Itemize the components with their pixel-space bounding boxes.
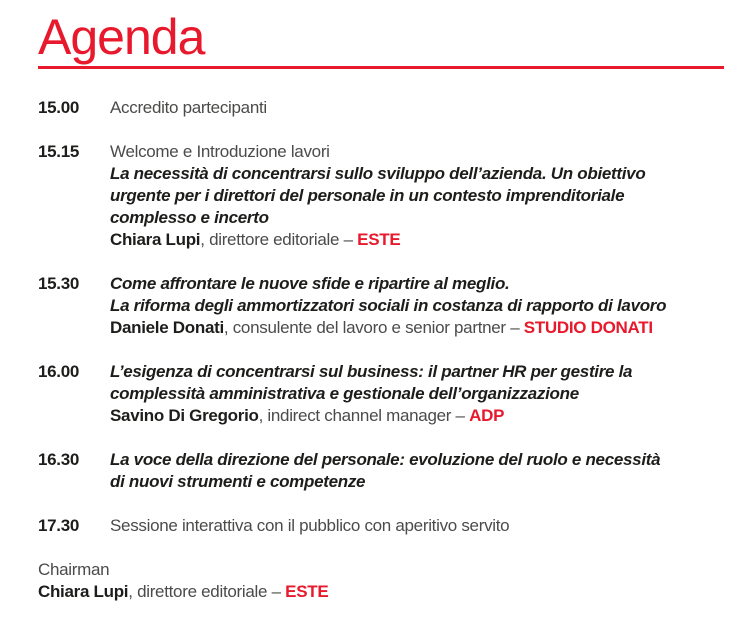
agenda-time: 15.00 (38, 98, 80, 117)
agenda-row (38, 449, 724, 493)
agenda-line (110, 361, 724, 383)
agenda-line (110, 163, 724, 185)
agenda-content (110, 97, 724, 119)
agenda-time: 15.30 (38, 274, 80, 293)
chairman-line (38, 581, 724, 603)
agenda-line (110, 471, 724, 493)
text-segment: Come affrontare le nuove sfide e ripartire al meglio. (110, 274, 510, 293)
agenda-time: 15.15 (38, 142, 80, 161)
agenda-row (38, 515, 724, 537)
text-segment: ADP (469, 406, 505, 425)
text-segment: urgente per i direttori del personale in un contesto imprenditoriale (110, 186, 625, 205)
agenda-line (110, 515, 724, 537)
text-segment: L’esigenza di concentrarsi sul business: il partner HR per gestire la (110, 362, 633, 381)
agenda-content (110, 141, 724, 251)
text-segment: Accredito partecipanti (110, 98, 267, 117)
text-segment: Chiara Lupi (110, 230, 201, 249)
chairman-block (38, 559, 724, 603)
agenda-row (38, 273, 724, 339)
chairman-name: Chiara Lupi (38, 582, 129, 601)
page-title: Agenda (38, 9, 205, 65)
text-segment: Sessione interattiva con il pubblico con aperitivo servito (110, 516, 510, 535)
agenda-content (110, 273, 724, 339)
text-segment: , indirect channel manager – (258, 406, 470, 425)
agenda-line (110, 97, 724, 119)
chairman-label: Chairman (38, 560, 110, 579)
agenda-time: 16.00 (38, 362, 80, 381)
agenda-line (110, 141, 724, 163)
agenda-content (110, 361, 724, 427)
text-segment: complesso e incerto (110, 208, 269, 227)
agenda-line (110, 229, 724, 251)
agenda-content (110, 515, 724, 537)
text-segment: , direttore editoriale – (200, 230, 358, 249)
agenda-line (110, 405, 724, 427)
agenda-row (38, 361, 724, 427)
agenda-line (110, 207, 724, 229)
agenda-list (38, 97, 724, 537)
text-segment: STUDIO DONATI (523, 318, 653, 337)
agenda-time: 16.30 (38, 450, 80, 469)
title-rule (38, 66, 724, 69)
agenda-row (38, 97, 724, 119)
text-segment: La riforma degli ammortizzatori sociali in costanza di rapporto di lavoro (110, 296, 667, 315)
text-segment: Welcome e Introduzione lavori (110, 142, 330, 161)
agenda-line (110, 383, 724, 405)
chairman-role: , direttore editoriale – (128, 582, 286, 601)
text-segment: di nuovi strumenti e competenze (110, 472, 366, 491)
agenda-line (110, 449, 724, 471)
agenda-time: 17.30 (38, 516, 80, 535)
text-segment: La voce della direzione del personale: evoluzione del ruolo e necessità (110, 450, 661, 469)
chairman-org: ESTE (285, 582, 329, 601)
agenda-line (110, 317, 724, 339)
text-segment: , consulente del lavoro e senior partner – (223, 318, 524, 337)
text-segment: Savino Di Gregorio (110, 406, 259, 425)
text-segment: Daniele Donati (110, 318, 224, 337)
text-segment: ESTE (357, 230, 401, 249)
agenda-line (110, 295, 724, 317)
agenda-line (110, 185, 724, 207)
agenda-content (110, 449, 724, 493)
text-segment: La necessità di concentrarsi sullo sviluppo dell’azienda. Un obiettivo (110, 164, 646, 183)
agenda-line (110, 273, 724, 295)
text-segment: complessità amministrativa e gestionale dell’organizzazione (110, 384, 579, 403)
agenda-row (38, 141, 724, 251)
